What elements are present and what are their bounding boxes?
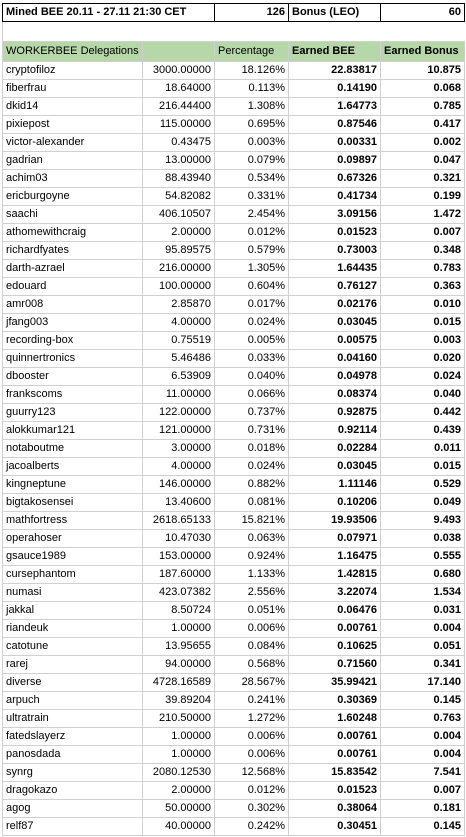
name-cell[interactable]: gsauce1989 <box>3 548 143 566</box>
percentage-cell[interactable]: 0.063% <box>215 530 289 548</box>
header-empty[interactable] <box>143 42 215 62</box>
earned-bonus-cell[interactable]: 1.472 <box>381 206 465 224</box>
earned-bonus-cell[interactable]: 0.199 <box>381 188 465 206</box>
earned-bee-cell[interactable]: 0.41734 <box>289 188 381 206</box>
name-cell[interactable]: quinnertronics <box>3 350 143 368</box>
name-cell[interactable]: numasi <box>3 584 143 602</box>
earned-bee-cell[interactable]: 0.73003 <box>289 242 381 260</box>
earned-bonus-cell[interactable]: 0.439 <box>381 422 465 440</box>
earned-bonus-cell[interactable]: 0.049 <box>381 494 465 512</box>
delegation-cell[interactable]: 40.00000 <box>143 818 215 836</box>
delegation-cell[interactable]: 121.00000 <box>143 422 215 440</box>
table-row <box>3 350 465 368</box>
delegation-cell[interactable]: 50.00000 <box>143 800 215 818</box>
delegation-cell[interactable]: 95.89575 <box>143 242 215 260</box>
earned-bee-cell[interactable]: 0.07971 <box>289 530 381 548</box>
earned-bonus-cell[interactable]: 0.004 <box>381 620 465 638</box>
name-cell[interactable]: kingneptune <box>3 476 143 494</box>
table-row <box>3 278 465 296</box>
earned-bonus-cell[interactable]: 0.007 <box>381 782 465 800</box>
earned-bonus-cell[interactable]: 0.417 <box>381 116 465 134</box>
earned-bee-cell[interactable]: 35.99421 <box>289 674 381 692</box>
earned-bonus-cell[interactable]: 0.007 <box>381 224 465 242</box>
delegation-cell[interactable]: 54.82082 <box>143 188 215 206</box>
percentage-cell[interactable]: 0.024% <box>215 314 289 332</box>
table-row <box>3 368 465 386</box>
delegation-cell[interactable]: 1.00000 <box>143 728 215 746</box>
earned-bonus-cell[interactable]: 0.020 <box>381 350 465 368</box>
name-cell[interactable]: fiberfrau <box>3 80 143 98</box>
delegation-cell[interactable]: 1.00000 <box>143 620 215 638</box>
earned-bee-cell[interactable]: 0.30369 <box>289 692 381 710</box>
percentage-cell[interactable]: 1.272% <box>215 710 289 728</box>
earned-bee-cell[interactable]: 1.64435 <box>289 260 381 278</box>
table-row <box>3 764 465 782</box>
earned-bee-cell[interactable]: 0.92875 <box>289 404 381 422</box>
earned-bonus-cell[interactable]: 0.002 <box>381 134 465 152</box>
percentage-cell[interactable]: 0.006% <box>215 620 289 638</box>
percentage-cell[interactable]: 15.821% <box>215 512 289 530</box>
header-delegations[interactable]: WORKERBEE Delegations <box>3 42 143 62</box>
table-row <box>3 386 465 404</box>
earned-bonus-cell[interactable]: 0.442 <box>381 404 465 422</box>
earned-bee-cell[interactable]: 1.60248 <box>289 710 381 728</box>
earned-bonus-cell[interactable]: 0.321 <box>381 170 465 188</box>
name-cell[interactable]: jacoalberts <box>3 458 143 476</box>
bonus-label[interactable]: Bonus (LEO) <box>289 4 381 22</box>
percentage-cell[interactable]: 0.737% <box>215 404 289 422</box>
table-row <box>3 728 465 746</box>
delegation-cell[interactable]: 100.00000 <box>143 278 215 296</box>
name-cell[interactable]: recording-box <box>3 332 143 350</box>
percentage-cell[interactable]: 28.567% <box>215 674 289 692</box>
earned-bee-cell[interactable]: 0.02284 <box>289 440 381 458</box>
name-cell[interactable]: gadrian <box>3 152 143 170</box>
name-cell[interactable]: relf87 <box>3 818 143 836</box>
table-row <box>3 674 465 692</box>
header-earned-bonus[interactable]: Earned Bonus <box>381 42 465 62</box>
table-row <box>3 566 465 584</box>
earned-bonus-cell[interactable]: 9.493 <box>381 512 465 530</box>
name-cell[interactable]: achim03 <box>3 170 143 188</box>
percentage-cell[interactable]: 0.241% <box>215 692 289 710</box>
percentage-cell[interactable]: 0.017% <box>215 296 289 314</box>
name-cell[interactable]: edouard <box>3 278 143 296</box>
name-cell[interactable]: frankscoms <box>3 386 143 404</box>
delegation-cell[interactable]: 153.00000 <box>143 548 215 566</box>
table-row <box>3 170 465 188</box>
percentage-cell[interactable]: 0.695% <box>215 116 289 134</box>
period-label[interactable]: Mined BEE 20.11 - 27.11 21:30 CET <box>3 4 215 22</box>
name-cell[interactable]: agog <box>3 800 143 818</box>
earned-bee-cell[interactable]: 0.04978 <box>289 368 381 386</box>
percentage-cell[interactable]: 0.079% <box>215 152 289 170</box>
delegation-cell[interactable]: 122.00000 <box>143 404 215 422</box>
earned-bee-cell[interactable]: 0.08374 <box>289 386 381 404</box>
delegation-cell[interactable]: 6.53909 <box>143 368 215 386</box>
name-cell[interactable]: riandeuk <box>3 620 143 638</box>
earned-bee-cell[interactable]: 0.10206 <box>289 494 381 512</box>
earned-bee-cell[interactable]: 0.92114 <box>289 422 381 440</box>
delegation-cell[interactable]: 0.75519 <box>143 332 215 350</box>
earned-bonus-cell[interactable]: 0.181 <box>381 800 465 818</box>
delegation-cell[interactable]: 1.00000 <box>143 746 215 764</box>
delegation-cell[interactable]: 2618.65133 <box>143 512 215 530</box>
table-row <box>3 422 465 440</box>
earned-bee-cell[interactable]: 0.09897 <box>289 152 381 170</box>
table-row <box>3 710 465 728</box>
percentage-cell[interactable]: 1.308% <box>215 98 289 116</box>
delegation-cell[interactable]: 2.00000 <box>143 782 215 800</box>
table-row <box>3 494 465 512</box>
earned-bonus-cell[interactable]: 0.004 <box>381 728 465 746</box>
table-row <box>3 242 465 260</box>
earned-bee-cell[interactable]: 0.00761 <box>289 620 381 638</box>
earned-bee-cell[interactable]: 0.76127 <box>289 278 381 296</box>
table-row <box>3 602 465 620</box>
earned-bonus-cell[interactable]: 10.875 <box>381 62 465 80</box>
name-cell[interactable]: operahoser <box>3 530 143 548</box>
delegation-cell[interactable]: 115.00000 <box>143 116 215 134</box>
table-row <box>3 332 465 350</box>
table-row <box>3 134 465 152</box>
earned-bee-cell[interactable]: 0.00761 <box>289 728 381 746</box>
empty-cell[interactable] <box>143 22 215 42</box>
percentage-cell[interactable]: 0.024% <box>215 458 289 476</box>
table-row <box>3 152 465 170</box>
percentage-cell[interactable]: 1.305% <box>215 260 289 278</box>
percentage-cell[interactable]: 0.040% <box>215 368 289 386</box>
earned-bee-cell[interactable]: 0.02176 <box>289 296 381 314</box>
earned-bee-cell[interactable]: 0.01523 <box>289 782 381 800</box>
table-row <box>3 224 465 242</box>
earned-bee-cell[interactable]: 0.67326 <box>289 170 381 188</box>
name-cell[interactable]: catotune <box>3 638 143 656</box>
name-cell[interactable]: pixiepost <box>3 116 143 134</box>
earned-bee-cell[interactable]: 0.06476 <box>289 602 381 620</box>
delegation-cell[interactable]: 8.50724 <box>143 602 215 620</box>
table-row <box>3 404 465 422</box>
earned-bee-cell[interactable]: 0.03045 <box>289 314 381 332</box>
table-row <box>3 314 465 332</box>
earned-bonus-cell[interactable]: 0.763 <box>381 710 465 728</box>
delegation-cell[interactable]: 4.00000 <box>143 458 215 476</box>
delegation-cell[interactable]: 2.85870 <box>143 296 215 314</box>
earned-bee-cell[interactable]: 0.03045 <box>289 458 381 476</box>
earned-bee-cell[interactable]: 0.87546 <box>289 116 381 134</box>
percentage-cell[interactable]: 0.051% <box>215 602 289 620</box>
table-row <box>3 458 465 476</box>
percentage-cell[interactable]: 0.005% <box>215 332 289 350</box>
table-row <box>3 440 465 458</box>
percentage-cell[interactable]: 0.568% <box>215 656 289 674</box>
delegation-cell[interactable]: 216.44400 <box>143 98 215 116</box>
delegation-cell[interactable]: 406.10507 <box>143 206 215 224</box>
table-row <box>3 260 465 278</box>
percentage-cell[interactable]: 0.113% <box>215 80 289 98</box>
earned-bee-cell[interactable]: 1.16475 <box>289 548 381 566</box>
percentage-cell[interactable]: 2.454% <box>215 206 289 224</box>
delegation-cell[interactable]: 10.47030 <box>143 530 215 548</box>
empty-cell[interactable] <box>381 22 465 42</box>
percentage-cell[interactable]: 12.568% <box>215 764 289 782</box>
earned-bee-cell[interactable]: 19.93506 <box>289 512 381 530</box>
percentage-cell[interactable]: 0.012% <box>215 782 289 800</box>
percentage-cell[interactable]: 0.003% <box>215 134 289 152</box>
table-row <box>3 692 465 710</box>
name-cell[interactable]: cryptofiloz <box>3 62 143 80</box>
table-row <box>3 530 465 548</box>
delegation-cell[interactable]: 2.00000 <box>143 224 215 242</box>
table-row <box>3 296 465 314</box>
delegation-cell[interactable]: 3.00000 <box>143 440 215 458</box>
header-percentage[interactable]: Percentage <box>215 42 289 62</box>
name-cell[interactable]: alokkumar121 <box>3 422 143 440</box>
percentage-cell[interactable]: 1.133% <box>215 566 289 584</box>
earned-bonus-cell[interactable]: 0.145 <box>381 818 465 836</box>
table-row <box>3 512 465 530</box>
percentage-cell[interactable]: 0.018% <box>215 440 289 458</box>
name-cell[interactable]: dragokazo <box>3 782 143 800</box>
earned-bonus-cell[interactable]: 0.529 <box>381 476 465 494</box>
earned-bonus-cell[interactable]: 0.004 <box>381 746 465 764</box>
percentage-cell[interactable]: 0.731% <box>215 422 289 440</box>
name-cell[interactable]: amr008 <box>3 296 143 314</box>
earned-bonus-cell[interactable]: 0.011 <box>381 440 465 458</box>
earned-bonus-cell[interactable]: 0.040 <box>381 386 465 404</box>
earned-bee-cell[interactable]: 0.04160 <box>289 350 381 368</box>
earned-bee-cell[interactable]: 1.11146 <box>289 476 381 494</box>
earned-bee-cell[interactable]: 3.09156 <box>289 206 381 224</box>
header-earned-bee[interactable]: Earned BEE <box>289 42 381 62</box>
name-cell[interactable]: ericburgoyne <box>3 188 143 206</box>
delegation-cell[interactable]: 88.43940 <box>143 170 215 188</box>
table-row <box>3 476 465 494</box>
table-row <box>3 98 465 116</box>
earned-bonus-cell[interactable]: 0.068 <box>381 80 465 98</box>
table-row <box>3 188 465 206</box>
earned-bee-cell[interactable]: 3.22074 <box>289 584 381 602</box>
percentage-cell[interactable]: 0.604% <box>215 278 289 296</box>
earned-bee-cell[interactable]: 1.64773 <box>289 98 381 116</box>
empty-cell[interactable] <box>289 22 381 42</box>
name-cell[interactable]: diverse <box>3 674 143 692</box>
percentage-cell[interactable]: 0.882% <box>215 476 289 494</box>
name-cell[interactable]: athomewithcraig <box>3 224 143 242</box>
percentage-cell[interactable]: 0.012% <box>215 224 289 242</box>
earned-bonus-cell[interactable]: 0.003 <box>381 332 465 350</box>
table-row <box>3 116 465 134</box>
name-cell[interactable]: dbooster <box>3 368 143 386</box>
delegation-cell[interactable]: 0.43475 <box>143 134 215 152</box>
delegation-cell[interactable]: 39.89204 <box>143 692 215 710</box>
delegation-cell[interactable]: 18.64000 <box>143 80 215 98</box>
table-row <box>3 80 465 98</box>
percentage-cell[interactable]: 0.579% <box>215 242 289 260</box>
table-row <box>3 620 465 638</box>
name-cell[interactable]: synrg <box>3 764 143 782</box>
header-row <box>3 42 465 62</box>
name-cell[interactable]: rarej <box>3 656 143 674</box>
earned-bonus-cell[interactable]: 0.010 <box>381 296 465 314</box>
table-row <box>3 800 465 818</box>
percentage-cell[interactable]: 0.924% <box>215 548 289 566</box>
empty-cell[interactable] <box>215 22 289 42</box>
empty-row <box>3 22 465 42</box>
delegation-cell[interactable]: 216.00000 <box>143 260 215 278</box>
name-cell[interactable]: darth-azrael <box>3 260 143 278</box>
earned-bonus-cell[interactable]: 0.680 <box>381 566 465 584</box>
earned-bee-cell[interactable]: 0.00331 <box>289 134 381 152</box>
earned-bee-cell[interactable]: 0.01523 <box>289 224 381 242</box>
delegation-cell[interactable]: 2080.12530 <box>143 764 215 782</box>
name-cell[interactable]: saachi <box>3 206 143 224</box>
table-row <box>3 548 465 566</box>
earned-bonus-cell[interactable]: 0.348 <box>381 242 465 260</box>
earned-bonus-cell[interactable]: 17.140 <box>381 674 465 692</box>
earned-bee-cell[interactable]: 0.71560 <box>289 656 381 674</box>
name-cell[interactable]: notaboutme <box>3 440 143 458</box>
bonus-value[interactable]: 60 <box>381 4 465 22</box>
earned-bee-cell[interactable]: 0.00575 <box>289 332 381 350</box>
mined-value[interactable]: 126 <box>215 4 289 22</box>
earned-bee-cell[interactable]: 0.14190 <box>289 80 381 98</box>
name-cell[interactable]: ultratrain <box>3 710 143 728</box>
percentage-cell[interactable]: 2.556% <box>215 584 289 602</box>
delegation-cell[interactable]: 13.00000 <box>143 152 215 170</box>
name-cell[interactable]: dkid14 <box>3 98 143 116</box>
table-row <box>3 62 465 80</box>
percentage-cell[interactable]: 18.126% <box>215 62 289 80</box>
name-cell[interactable]: panosdada <box>3 746 143 764</box>
earned-bonus-cell[interactable]: 1.534 <box>381 584 465 602</box>
name-cell[interactable]: cursephantom <box>3 566 143 584</box>
name-cell[interactable]: jfang003 <box>3 314 143 332</box>
percentage-cell[interactable]: 0.242% <box>215 818 289 836</box>
sheet-body <box>3 4 465 836</box>
delegation-cell[interactable]: 13.40600 <box>143 494 215 512</box>
name-cell[interactable]: jakkal <box>3 602 143 620</box>
earned-bonus-cell[interactable]: 0.341 <box>381 656 465 674</box>
earned-bee-cell[interactable]: 15.83542 <box>289 764 381 782</box>
earned-bonus-cell[interactable]: 0.031 <box>381 602 465 620</box>
percentage-cell[interactable]: 0.006% <box>215 728 289 746</box>
summary-row <box>3 4 465 22</box>
earned-bee-cell[interactable]: 1.42815 <box>289 566 381 584</box>
earned-bonus-cell[interactable]: 0.038 <box>381 530 465 548</box>
earned-bonus-cell[interactable]: 0.555 <box>381 548 465 566</box>
delegation-cell[interactable]: 210.50000 <box>143 710 215 728</box>
earned-bee-cell[interactable]: 0.38064 <box>289 800 381 818</box>
earned-bonus-cell[interactable]: 7.541 <box>381 764 465 782</box>
delegation-cell[interactable]: 13.95655 <box>143 638 215 656</box>
earned-bonus-cell[interactable]: 0.785 <box>381 98 465 116</box>
table-row <box>3 584 465 602</box>
delegation-cell[interactable]: 3000.00000 <box>143 62 215 80</box>
earned-bonus-cell[interactable]: 0.783 <box>381 260 465 278</box>
table-row <box>3 656 465 674</box>
percentage-cell[interactable]: 0.084% <box>215 638 289 656</box>
earned-bonus-cell[interactable]: 0.015 <box>381 314 465 332</box>
delegation-cell[interactable]: 11.00000 <box>143 386 215 404</box>
delegation-cell[interactable]: 4728.16589 <box>143 674 215 692</box>
earned-bonus-cell[interactable]: 0.145 <box>381 692 465 710</box>
earned-bonus-cell[interactable]: 0.024 <box>381 368 465 386</box>
table-row <box>3 638 465 656</box>
table-row <box>3 782 465 800</box>
table-row <box>3 818 465 836</box>
name-cell[interactable]: richardfyates <box>3 242 143 260</box>
earned-bee-cell[interactable]: 0.30451 <box>289 818 381 836</box>
delegation-cell[interactable]: 94.00000 <box>143 656 215 674</box>
name-cell[interactable]: arpuch <box>3 692 143 710</box>
table-row <box>3 206 465 224</box>
name-cell[interactable]: victor-alexander <box>3 134 143 152</box>
delegation-cell[interactable]: 4.00000 <box>143 314 215 332</box>
earned-bee-cell[interactable]: 22.83817 <box>289 62 381 80</box>
percentage-cell[interactable]: 0.331% <box>215 188 289 206</box>
delegation-cell[interactable]: 146.00000 <box>143 476 215 494</box>
percentage-cell[interactable]: 0.081% <box>215 494 289 512</box>
name-cell[interactable]: mathfortress <box>3 512 143 530</box>
name-cell[interactable]: bigtakosensei <box>3 494 143 512</box>
earned-bonus-cell[interactable]: 0.015 <box>381 458 465 476</box>
delegations-sheet <box>2 3 465 836</box>
name-cell[interactable]: guurry123 <box>3 404 143 422</box>
percentage-cell[interactable]: 0.006% <box>215 746 289 764</box>
percentage-cell[interactable]: 0.066% <box>215 386 289 404</box>
earned-bee-cell[interactable]: 0.00761 <box>289 746 381 764</box>
earned-bonus-cell[interactable]: 0.363 <box>381 278 465 296</box>
name-cell[interactable]: fatedslayerz <box>3 728 143 746</box>
table-row <box>3 746 465 764</box>
delegation-cell[interactable]: 5.46486 <box>143 350 215 368</box>
percentage-cell[interactable]: 0.534% <box>215 170 289 188</box>
earned-bonus-cell[interactable]: 0.051 <box>381 638 465 656</box>
percentage-cell[interactable]: 0.302% <box>215 800 289 818</box>
earned-bee-cell[interactable]: 0.10625 <box>289 638 381 656</box>
delegation-cell[interactable]: 187.60000 <box>143 566 215 584</box>
delegation-cell[interactable]: 423.07382 <box>143 584 215 602</box>
earned-bonus-cell[interactable]: 0.047 <box>381 152 465 170</box>
percentage-cell[interactable]: 0.033% <box>215 350 289 368</box>
empty-cell[interactable] <box>3 22 143 42</box>
